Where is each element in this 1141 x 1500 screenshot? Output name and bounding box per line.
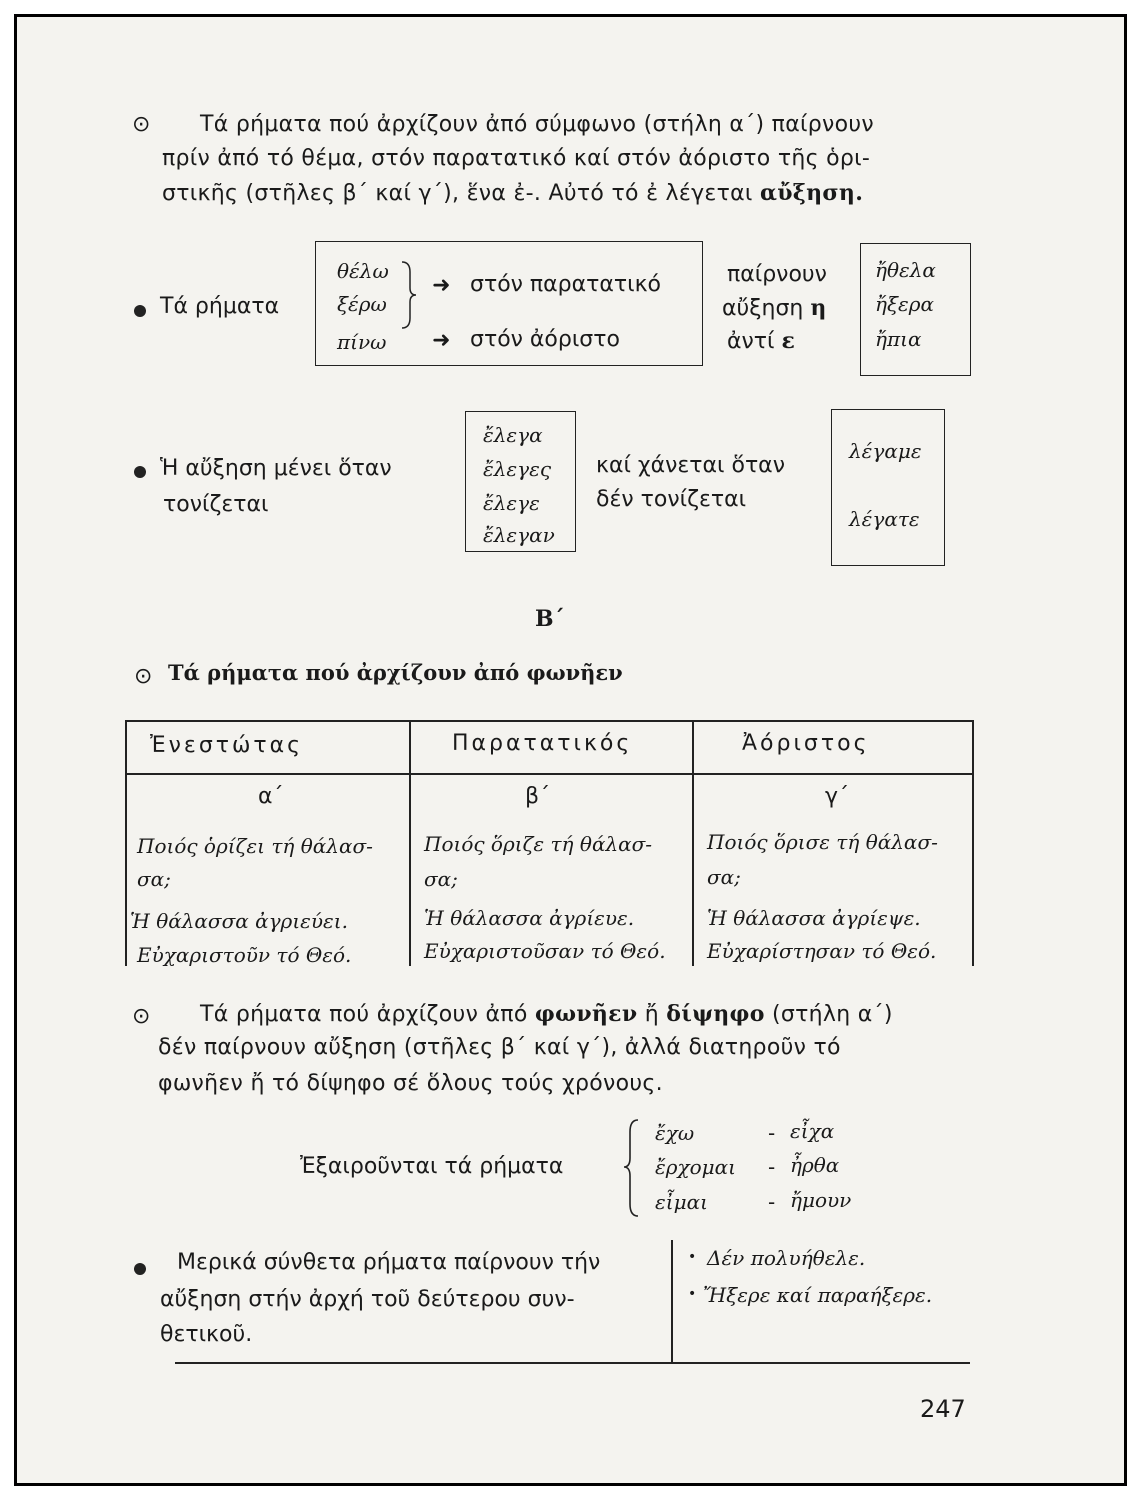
- rule-text: τονίζεται: [163, 492, 269, 517]
- rule-text: αὔξηση στήν ἀρχή τοῦ δεύτερου συν-: [160, 1287, 575, 1312]
- table-cell: Ἡ θάλασσα ἀγρίευε.: [424, 906, 635, 930]
- augment-text: [722, 295, 826, 321]
- exceptions-label: Ἐξαιροῦνται τά ρήματα: [300, 1154, 564, 1179]
- column-label: β΄: [525, 784, 551, 809]
- instead-word: ἀντί: [727, 329, 775, 354]
- table-header: Παρατατικός: [452, 731, 633, 756]
- table-cell: Εὐχαρίστησαν τό Θεό.: [707, 939, 937, 963]
- bullet-icon: [134, 466, 146, 478]
- paragraph-text: στικῆς (στῆλες β΄ καί γ΄), ἕνα ἐ-. Αὐτό τό ἐ λέγεται: [162, 181, 753, 206]
- dash: -: [768, 1155, 776, 1179]
- page-number: 247: [920, 1395, 966, 1423]
- rule-label: Τά ρήματα: [160, 294, 280, 319]
- eta-letter: η: [810, 295, 827, 321]
- section-heading: Β΄: [535, 606, 565, 632]
- dot-icon: •: [688, 1249, 697, 1265]
- form-item: ἔλεγες: [483, 457, 552, 481]
- table-border: [972, 720, 974, 966]
- example-item: Δέν πολυήθελε.: [707, 1246, 866, 1270]
- divider: [175, 1362, 970, 1364]
- table-cell: Ποιός ὅρισε τή θάλασ-: [707, 830, 938, 854]
- form-item: λέγαμε: [849, 439, 922, 463]
- bold-term: φωνῆεν: [534, 1001, 638, 1027]
- table-cell: Ἡ θάλασσα ἀγρίεψε.: [707, 906, 921, 930]
- section-marker: ⊙: [132, 112, 151, 137]
- verb-item: πίνω: [337, 330, 387, 354]
- verb-item: ξέρω: [337, 292, 387, 316]
- rule-text: Μερικά σύνθετα ρήματα παίρνουν τήν: [177, 1250, 601, 1275]
- section-marker: ⊙: [132, 1004, 151, 1029]
- bold-term: αὔξηση.: [759, 180, 864, 206]
- verb-item: θέλω: [337, 259, 389, 283]
- paragraph-text: (στήλη α΄): [771, 1002, 893, 1027]
- bold-term: δίψηφο: [666, 1001, 765, 1027]
- rule-text: καί χάνεται ὅταν: [596, 453, 785, 478]
- divider: [671, 1240, 673, 1364]
- table-border: [125, 720, 973, 722]
- paragraph-line: φωνῆεν ἤ τό δίψηφο σέ ὅλους τούς χρόνους.: [158, 1071, 663, 1096]
- table-border: [125, 773, 973, 775]
- arrow-icon: ➜: [432, 328, 451, 353]
- instead-text: [727, 328, 795, 354]
- table-border: [125, 720, 127, 966]
- verb-present: ἔρχομαι: [655, 1155, 736, 1179]
- verb-past: ἤμουν: [790, 1188, 852, 1212]
- section-title: Τά ρήματα πού ἀρχίζουν ἀπό φωνῆεν: [168, 660, 623, 685]
- example-item: Ἤξερε καί παραήξερε.: [703, 1283, 933, 1307]
- paragraph-text: ἤ: [644, 1002, 659, 1027]
- rule-text: δέν τονίζεται: [596, 487, 747, 512]
- verb-past: ἦρθα: [790, 1153, 840, 1177]
- form-item: λέγατε: [849, 507, 920, 531]
- form-item: ἔλεγαν: [483, 523, 555, 547]
- result-item: ἤξερα: [875, 292, 934, 316]
- augment-word: αὔξηση: [722, 296, 804, 321]
- table-border: [692, 720, 694, 966]
- paragraph-text: Τά ρήματα πού ἀρχίζουν ἀπό: [200, 1002, 528, 1027]
- table-cell: Εὐχαριστοῦσαν τό Θεό.: [424, 939, 666, 963]
- unstressed-forms-box: [831, 409, 945, 566]
- form-item: ἔλεγε: [483, 491, 540, 515]
- arrow-icon: ➜: [432, 273, 451, 298]
- table-header: Ἀόριστος: [742, 731, 870, 756]
- paragraph-line: Τά ρήματα πού ἀρχίζουν ἀπό σύμφωνο (στήλη α΄) παίρνουν: [200, 112, 874, 137]
- dot-icon: •: [688, 1286, 697, 1302]
- right-brace-icon: [398, 260, 418, 330]
- column-label: α΄: [258, 784, 284, 809]
- table-header: Ἐνεστώτας: [150, 733, 304, 758]
- bullet-icon: [134, 1263, 146, 1275]
- table-cell: σα;: [424, 867, 458, 891]
- table-cell: Εὐχαριστοῦν τό Θεό.: [137, 943, 352, 967]
- result-item: ἤθελα: [875, 258, 936, 282]
- table-cell: Ποιός ὅριζε τή θάλασ-: [424, 832, 653, 856]
- column-label: γ΄: [825, 784, 850, 809]
- paragraph-line: δέν παίρνουν αὔξηση (στῆλες β΄ καί γ΄), ἀλλά διατηροῦν τό: [158, 1035, 841, 1060]
- paragraph-line: [200, 997, 893, 1032]
- imperfect-label: στόν παρατατικό: [470, 272, 662, 297]
- table-cell: σα;: [137, 867, 171, 891]
- left-brace-icon: [622, 1118, 644, 1218]
- rule-text: θετικοῦ.: [160, 1322, 253, 1347]
- aorist-label: στόν ἀόριστο: [470, 327, 620, 352]
- epsilon-letter: ε: [781, 328, 795, 354]
- dash: -: [768, 1121, 776, 1145]
- verb-past: εἶχα: [790, 1119, 835, 1143]
- verb-present: ἔχω: [655, 1121, 695, 1145]
- result-item: ἤπια: [875, 327, 922, 351]
- bullet-icon: [134, 305, 146, 317]
- table-cell: Ἡ θάλασσα ἀγριεύει.: [130, 909, 348, 933]
- section-marker: ⊙: [134, 664, 153, 689]
- takes-text: παίρνουν: [727, 262, 827, 287]
- paragraph-line: [162, 176, 863, 211]
- rule-text: Ἡ αὔξηση μένει ὅταν: [160, 456, 392, 481]
- table-cell: σα;: [707, 865, 741, 889]
- verb-present: εἶμαι: [655, 1190, 708, 1214]
- table-border: [409, 720, 411, 966]
- form-item: ἔλεγα: [483, 423, 543, 447]
- dash: -: [768, 1190, 776, 1214]
- paragraph-line: πρίν ἀπό τό θέμα, στόν παρατατικό καί στόν ἀόριστο τῆς ὁρι-: [162, 146, 871, 171]
- table-cell: Ποιός ὁρίζει τή θάλασ-: [137, 834, 373, 858]
